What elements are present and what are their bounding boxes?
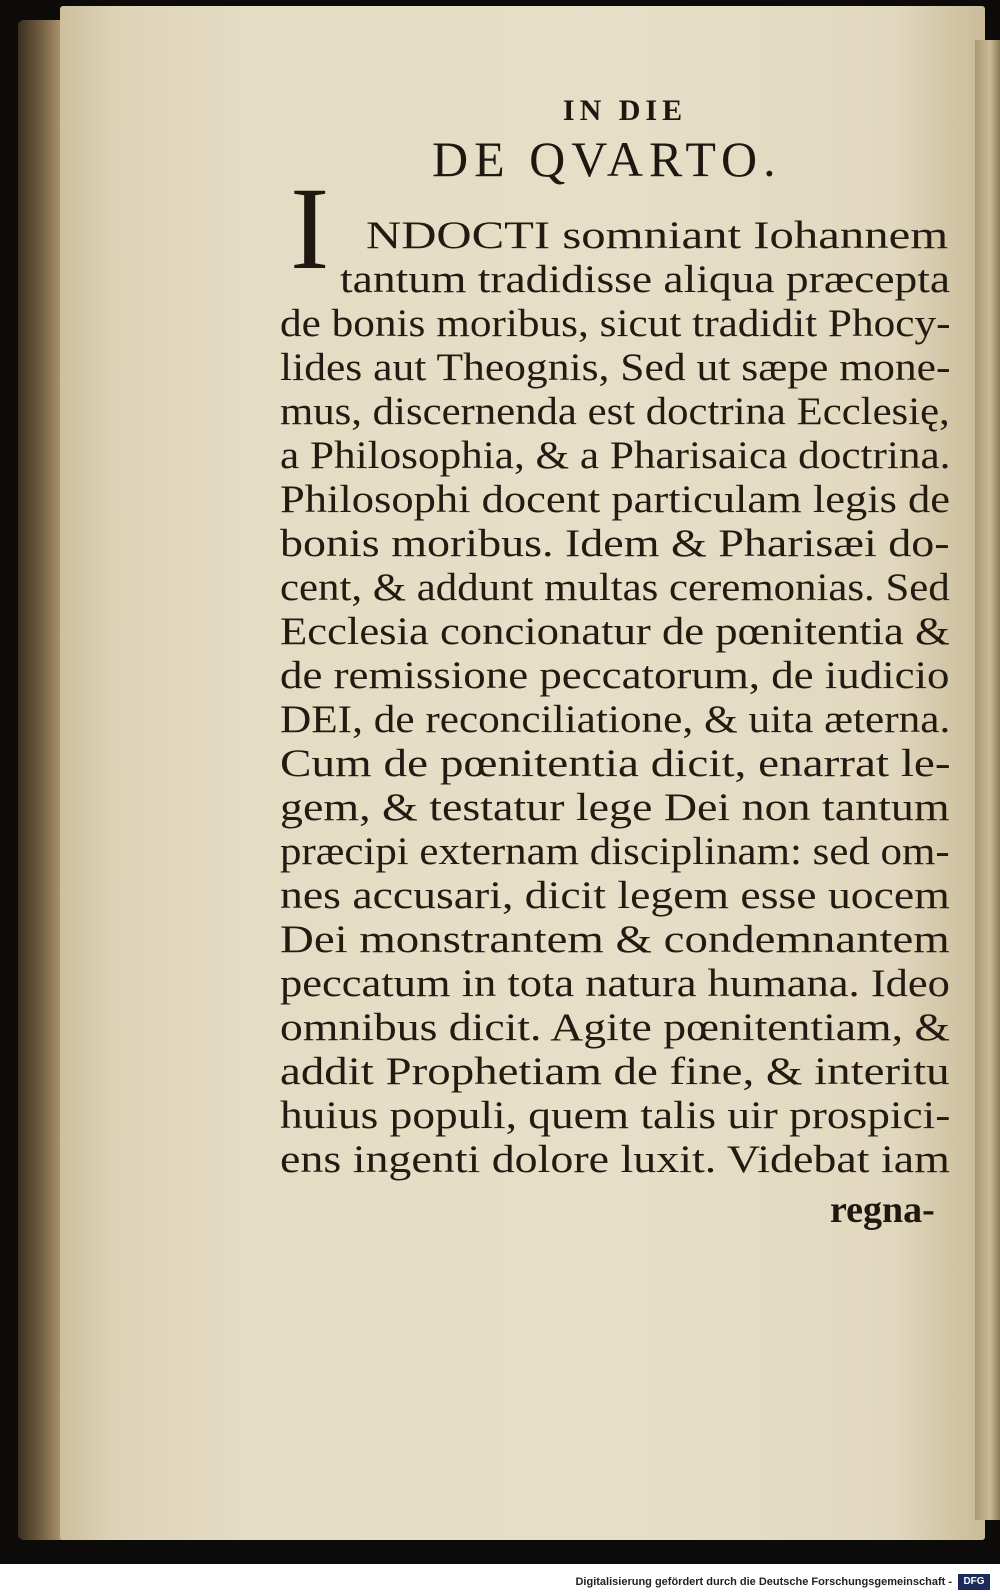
text-line: bonis moribus. Idem & Pharisæi do- bbox=[280, 522, 950, 565]
text-line: Cum de pœnitentia dicit, enarrat le- bbox=[280, 742, 951, 785]
text-line: mus, discernenda est doctrina Ecclesię, bbox=[280, 390, 950, 433]
text-line: cent, & addunt multas ceremonias. Sed bbox=[280, 566, 950, 609]
text-line: Philosophi docent particulam legis de bbox=[280, 478, 951, 521]
text-line: tantum tradidisse aliqua præcepta bbox=[340, 258, 951, 301]
text-line: DEI, de reconciliatione, & uita æterna. bbox=[280, 698, 951, 741]
facing-page-edge bbox=[975, 40, 1000, 1520]
text-line: ens ingenti dolore luxit. Videbat iam bbox=[280, 1138, 950, 1181]
text-line: de bonis moribus, sicut tradidit Phocy- bbox=[280, 302, 951, 345]
text-line: lides aut Theognis, Sed ut sæpe mone- bbox=[280, 346, 951, 389]
text-line: huius populi, quem talis uir prospici- bbox=[280, 1094, 951, 1137]
drop-capital: I bbox=[290, 163, 330, 294]
dfg-logo-icon: DFG bbox=[958, 1574, 990, 1590]
text-line: præcipi externam disciplinam: sed om- bbox=[280, 830, 950, 873]
footer-bar bbox=[0, 1564, 1000, 1596]
funding-credit: Digitalisierung gefördert durch die Deutsche Forschungsgemeinschaft - bbox=[575, 1576, 952, 1588]
text-line: Ecclesia concionatur de pœnitentia & bbox=[280, 610, 950, 653]
text-line: de remissione peccatorum, de iudicio bbox=[280, 654, 950, 697]
section-title: DE QVARTO. bbox=[432, 131, 782, 187]
catchword: regna- bbox=[830, 1189, 935, 1231]
running-head: IN DIE bbox=[562, 94, 688, 127]
text-line: gem, & testatur lege Dei non tantum bbox=[280, 786, 950, 829]
text-line: omnibus dicit. Agite pœnitentiam, & bbox=[280, 1006, 950, 1049]
text-line: NDOCTI somniant Iohannem bbox=[366, 214, 949, 257]
text-line: a Philosophia, & a Pharisaica doctrina. bbox=[280, 434, 951, 477]
text-line: Dei monstrantem & condemnantem bbox=[280, 918, 950, 961]
text-line: nes accusari, dicit legem esse uocem bbox=[280, 874, 950, 917]
text-line: addit Prophetiam de fine, & interitu bbox=[280, 1050, 950, 1093]
text-line: peccatum in tota natura humana. Ideo bbox=[280, 962, 950, 1005]
